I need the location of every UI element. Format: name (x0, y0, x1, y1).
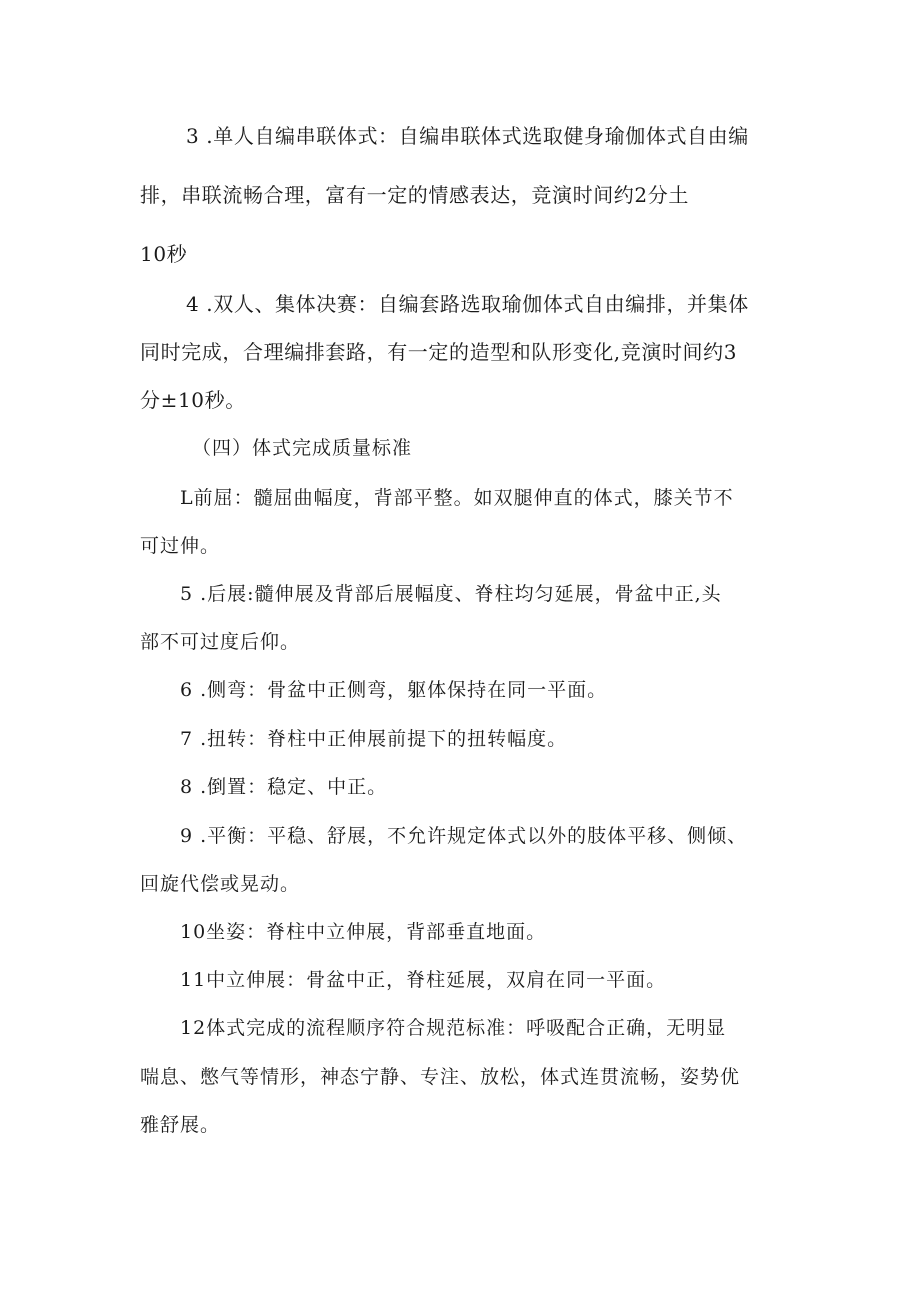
item-1-line-1: L前屈：髓屈曲幅度，背部平整。如双腿伸直的体式，膝关节不 (180, 487, 734, 509)
item-10: 10坐姿：脊柱中立伸展，背部垂直地面。 (180, 921, 547, 943)
paragraph-4-line-3: 分±10秒。 (140, 388, 246, 412)
item-6: 6 .侧弯：骨盆中正侧弯，躯体保持在同一平面。 (180, 679, 608, 701)
paragraph-4-line-1: 4 .双人、集体决赛：自编套路选取瑜伽体式自由编排，并集体 (186, 292, 749, 316)
item-12-line-2: 喘息、憋气等情形，神态宁静、专注、放松，体式连贯流畅，姿势优 (140, 1066, 741, 1088)
paragraph-3-line-2: 排，串联流畅合理，富有一定的情感表达，竞演时间约2分土 (140, 183, 689, 207)
item-12-line-3: 雅舒展。 (140, 1114, 221, 1136)
paragraph-3-line-1: 3 .单人自编串联体式：自编串联体式选取健身瑜伽体式自由编 (186, 124, 749, 148)
item-5-line-1: 5 .后展:髓伸展及背部后展幅度、脊柱均匀延展，骨盆中正,头 (180, 583, 722, 605)
item-8: 8 .倒置：稳定、中正。 (180, 776, 388, 798)
section-heading: （四）体式完成质量标准 (192, 437, 413, 459)
item-7: 7 .扭转：脊柱中正伸展前提下的扭转幅度。 (180, 728, 568, 750)
item-11: 11中立伸展：骨盆中正，脊柱延展，双肩在同一平面。 (180, 969, 667, 991)
item-5-line-2: 部不可过度后仰。 (140, 631, 301, 653)
paragraph-4-line-2: 同时完成，合理编排套路，有一定的造型和队形变化,竞演时间约3 (140, 340, 738, 364)
item-9-line-1: 9 .平衡：平稳、舒展，不允许规定体式以外的肢体平移、侧倾、 (180, 825, 748, 847)
item-12-line-1: 12体式完成的流程顺序符合规范标准：呼吸配合正确，无明显 (180, 1017, 727, 1039)
item-9-line-2: 回旋代偿或晃动。 (140, 873, 301, 895)
item-1-line-2: 可过伸。 (140, 535, 221, 557)
paragraph-3-line-3: 10秒 (140, 242, 188, 266)
